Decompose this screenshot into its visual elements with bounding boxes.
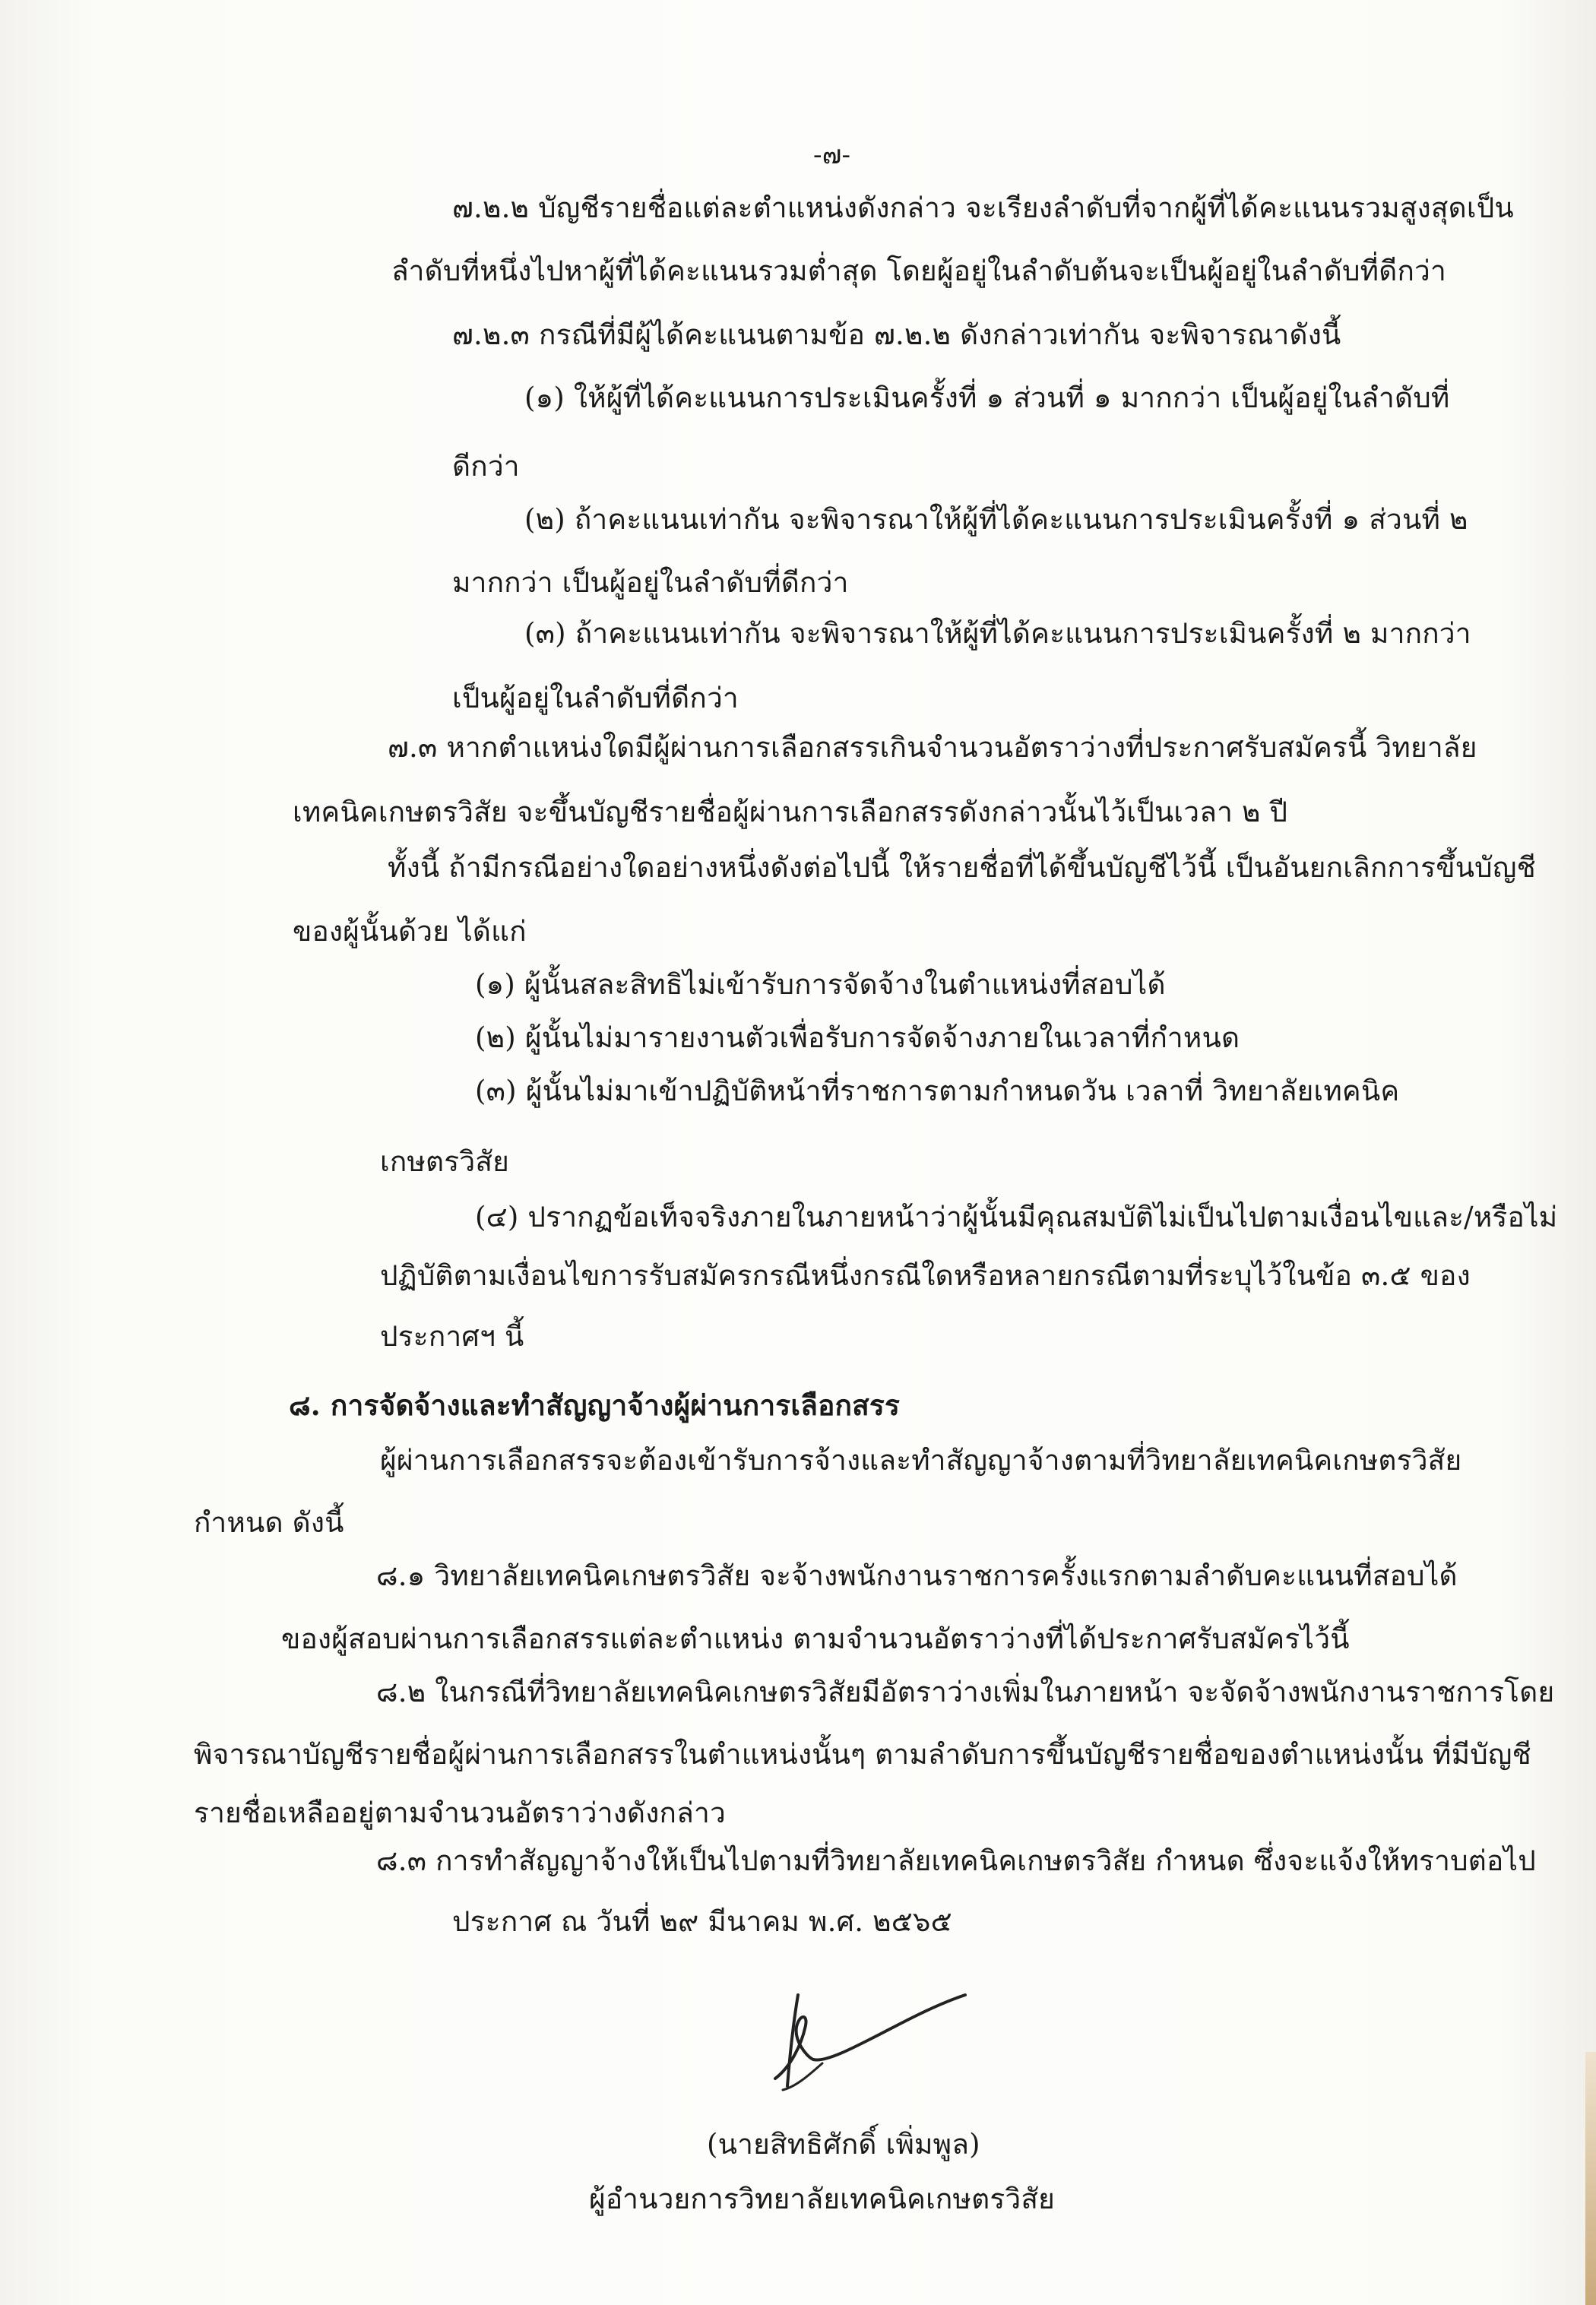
signer-title: ผู้อำนวยการวิทยาลัยเทคนิคเกษตรวิสัย [589, 2183, 1056, 2215]
text-line: ดีกว่า [452, 450, 520, 483]
text-line: พิจารณาบัญชีรายชื่อผู้ผ่านการเลือกสรรในตำแหน่งนั้นๆ ตามลำดับการขึ้นบัญชีรายชื่อของตำแหน่งนั้น ที่มีบัญชี [194, 1738, 1531, 1771]
text-line: ของผู้สอบผ่านการเลือกสรรแต่ละตำแหน่ง ตามจำนวนอัตราว่างที่ได้ประกาศรับสมัครไว้นี้ [281, 1623, 1350, 1655]
text-line: ๗.๒.๒ บัญชีรายชื่อแต่ละตำแหน่งดังกล่าว จะเรียงลำดับที่จากผู้ที่ได้คะแนนรวมสูงสุดเป็น [452, 192, 1514, 224]
text-line: เป็นผู้อยู่ในลำดับที่ดีกว่า [452, 682, 739, 714]
signature-image [760, 1972, 973, 2094]
text-line: (๒) ผู้นั้นไม่มารายงานตัวเพื่อรับการจัดจ้างภายในเวลาที่กำหนด [475, 1021, 1240, 1054]
page-edge-shadow [1585, 2052, 1596, 2305]
text-line: ๗.๓ หากตำแหน่งใดมีผู้ผ่านการเลือกสรรเกินจำนวนอัตราว่างที่ประกาศรับสมัครนี้ วิทยาลัย [388, 731, 1477, 764]
text-line: เทคนิคเกษตรวิสัย จะขึ้นบัญชีรายชื่อผู้ผ่านการเลือกสรรดังกล่าวนั้นไว้เป็นเวลา ๒ ปี [293, 796, 1288, 828]
text-line: มากกว่า เป็นผู้อยู่ในลำดับที่ดีกว่า [452, 566, 849, 599]
text-line: ๘.๑ วิทยาลัยเทคนิคเกษตรวิสัย จะจ้างพนักงานราชการครั้งแรกตามลำดับคะแนนที่สอบได้ [376, 1559, 1458, 1592]
text-line: ลำดับที่หนึ่งไปหาผู้ที่ได้คะแนนรวมต่ำสุด โดยผู้อยู่ในลำดับต้นจะเป็นผู้อยู่ในลำดับที่ดีกว่า [391, 255, 1447, 287]
signer-name: (นายสิทธิศักดิ์ เพิ่มพูล) [707, 2128, 980, 2161]
text-line: ๗.๒.๓ กรณีที่มีผู้ได้คะแนนตามข้อ ๗.๒.๒ ดังกล่าวเท่ากัน จะพิจารณาดังนี้ [452, 318, 1341, 351]
text-line: ปฏิบัติตามเงื่อนไขการรับสมัครกรณีหนึ่งกรณีใดหรือหลายกรณีตามที่ระบุไว้ในข้อ ๓.๕ ของ [380, 1259, 1471, 1292]
text-line: (๔) ปรากฏข้อเท็จจริงภายในภายหน้าว่าผู้นั้นมีคุณสมบัติไม่เป็นไปตามเงื่อนไขและ/หรือไม่ [475, 1201, 1558, 1233]
section-heading: ๘. การจัดจ้างและทำสัญญาจ้างผู้ผ่านการเลือกสรร [289, 1388, 901, 1422]
text-line: ๘.๓ การทำสัญญาจ้างให้เป็นไปตามที่วิทยาลัยเทคนิคเกษตรวิสัย กำหนด ซึ่งจะแจ้งให้ทราบต่อไป [376, 1844, 1536, 1877]
text-line: (๓) ผู้นั้นไม่มาเข้าปฏิบัติหน้าที่ราชการตามกำหนดวัน เวลาที่ วิทยาลัยเทคนิค [475, 1075, 1400, 1107]
text-line: (๑) ผู้นั้นสละสิทธิไม่เข้ารับการจัดจ้างในตำแหน่งที่สอบได้ [475, 968, 1166, 1001]
text-line: ทั้งนี้ ถ้ามีกรณีอย่างใดอย่างหนึ่งดังต่อไปนี้ ให้รายชื่อที่ได้ขึ้นบัญชีไว้นี้ เป็นอันยกเลิกการขึ้นบัญชี [388, 851, 1536, 884]
text-line: ประกาศฯ นี้ [380, 1320, 524, 1353]
text-line: ผู้ผ่านการเลือกสรรจะต้องเข้ารับการจ้างและทำสัญญาจ้างตามที่วิทยาลัยเทคนิคเกษตรวิสัย [380, 1444, 1462, 1477]
text-line: กำหนด ดังนี้ [194, 1506, 344, 1539]
page-number: -๗- [813, 140, 851, 170]
announcement-date: ประกาศ ณ วันที่ ๒๙ มีนาคม พ.ศ. ๒๕๖๕ [452, 1905, 952, 1938]
text-line: (๒) ถ้าคะแนนเท่ากัน จะพิจารณาให้ผู้ที่ได้คะแนนการประเมินครั้งที่ ๑ ส่วนที่ ๒ [524, 503, 1468, 536]
text-line: รายชื่อเหลืออยู่ตามจำนวนอัตราว่างดังกล่าว [194, 1797, 726, 1829]
text-line: (๓) ถ้าคะแนนเท่ากัน จะพิจารณาให้ผู้ที่ได้คะแนนการประเมินครั้งที่ ๒ มากกว่า [524, 617, 1471, 650]
text-line: ของผู้นั้นด้วย ได้แก่ [293, 915, 527, 948]
text-line: ๘.๒ ในกรณีที่วิทยาลัยเทคนิคเกษตรวิสัยมีอัตราว่างเพิ่มในภายหน้า จะจัดจ้างพนักงานราชการโดย [376, 1676, 1555, 1708]
text-line: เกษตรวิสัย [380, 1145, 509, 1178]
text-line: (๑) ให้ผู้ที่ได้คะแนนการประเมินครั้งที่ ๑ ส่วนที่ ๑ มากกว่า เป็นผู้อยู่ในลำดับที่ [524, 382, 1450, 414]
